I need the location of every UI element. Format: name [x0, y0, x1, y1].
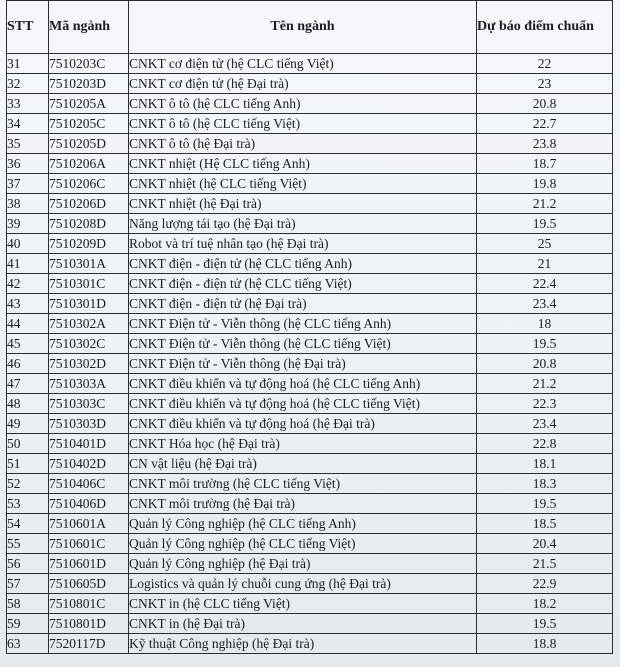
- row-stt-cell: 43: [7, 294, 49, 314]
- major-code-cell: 7510209D: [49, 234, 129, 254]
- predicted-score-cell: 19.5: [477, 614, 613, 634]
- major-name-cell: Năng lượng tái tạo (hệ Đại trà): [129, 214, 477, 234]
- predicted-score-cell: 18: [477, 314, 613, 334]
- major-name-cell: CNKT ô tô (hệ CLC tiếng Anh): [129, 94, 477, 114]
- major-name-cell: CNKT Hóa học (hệ Đại trà): [129, 434, 477, 454]
- major-name-cell: Kỹ thuật Công nghiệp (hệ Đại trà): [129, 634, 477, 654]
- major-code-cell: 7510303C: [49, 394, 129, 414]
- table-row: [7, 474, 613, 494]
- predicted-score-cell: 21.5: [477, 554, 613, 574]
- table-row: [7, 434, 613, 454]
- row-stt-cell: 32: [7, 74, 49, 94]
- major-name-cell: CNKT điện - điện tử (hệ Đại trà): [129, 294, 477, 314]
- table-row: [7, 594, 613, 614]
- score-table: [6, 0, 613, 654]
- major-name-cell: CNKT nhiệt (hệ Đại trà): [129, 194, 477, 214]
- predicted-score-cell: 19.8: [477, 174, 613, 194]
- row-stt-cell: 42: [7, 274, 49, 294]
- major-code-cell: 7510203D: [49, 74, 129, 94]
- table-row: [7, 614, 613, 634]
- row-stt-cell: 49: [7, 414, 49, 434]
- predicted-score-cell: 19.5: [477, 494, 613, 514]
- predicted-score-cell: 22.8: [477, 434, 613, 454]
- major-name-cell: Quản lý Công nghiệp (hệ Đại trà): [129, 554, 477, 574]
- table-row: [7, 494, 613, 514]
- major-code-cell: 7510203C: [49, 54, 129, 74]
- row-stt-cell: 52: [7, 474, 49, 494]
- major-code-cell: 7510601C: [49, 534, 129, 554]
- predicted-score-cell: 22.4: [477, 274, 613, 294]
- row-stt-cell: 44: [7, 314, 49, 334]
- major-code-cell: 7510205D: [49, 134, 129, 154]
- table-row: [7, 394, 613, 414]
- table-row: [7, 374, 613, 394]
- major-code-cell: 7510205C: [49, 114, 129, 134]
- row-stt-cell: 47: [7, 374, 49, 394]
- major-name-cell: CNKT điều khiển và tự động hoá (hệ CLC tiếng Việt): [129, 394, 477, 414]
- table-row: [7, 274, 613, 294]
- header-major-name: Tên ngành: [129, 1, 477, 54]
- table-row: [7, 54, 613, 74]
- row-stt-cell: 41: [7, 254, 49, 274]
- predicted-score-cell: 23.4: [477, 414, 613, 434]
- major-code-cell: 7510401D: [49, 434, 129, 454]
- major-code-cell: 7510406C: [49, 474, 129, 494]
- major-name-cell: Quản lý Công nghiệp (hệ CLC tiếng Anh): [129, 514, 477, 534]
- major-code-cell: 7510301A: [49, 254, 129, 274]
- row-stt-cell: 56: [7, 554, 49, 574]
- table-row: [7, 254, 613, 274]
- major-code-cell: 7510801C: [49, 594, 129, 614]
- major-name-cell: Quản lý Công nghiệp (hệ CLC tiếng Việt): [129, 534, 477, 554]
- row-stt-cell: 46: [7, 354, 49, 374]
- predicted-score-cell: 20.4: [477, 534, 613, 554]
- row-stt-cell: 59: [7, 614, 49, 634]
- table-header: [7, 1, 613, 54]
- table-row: [7, 354, 613, 374]
- row-stt-cell: 36: [7, 154, 49, 174]
- major-name-cell: CNKT môi trường (hệ CLC tiếng Việt): [129, 474, 477, 494]
- row-stt-cell: 45: [7, 334, 49, 354]
- major-name-cell: Robot và trí tuệ nhân tạo (hệ Đại trà): [129, 234, 477, 254]
- major-code-cell: 7510206D: [49, 194, 129, 214]
- table-row: [7, 574, 613, 594]
- row-stt-cell: 63: [7, 634, 49, 654]
- table-row: [7, 234, 613, 254]
- major-code-cell: 7510205A: [49, 94, 129, 114]
- row-stt-cell: 34: [7, 114, 49, 134]
- row-stt-cell: 51: [7, 454, 49, 474]
- predicted-score-cell: 20.8: [477, 94, 613, 114]
- table-row: [7, 314, 613, 334]
- major-code-cell: 7510402D: [49, 454, 129, 474]
- major-name-cell: CNKT nhiệt (hệ CLC tiếng Việt): [129, 174, 477, 194]
- major-name-cell: CNKT nhiệt (Hệ CLC tiếng Anh): [129, 154, 477, 174]
- major-name-cell: CNKT cơ điện tử (hệ CLC tiếng Việt): [129, 54, 477, 74]
- predicted-score-cell: 23.8: [477, 134, 613, 154]
- major-name-cell: CNKT ô tô (hệ Đại trà): [129, 134, 477, 154]
- header-row: [7, 1, 613, 54]
- major-code-cell: 7510302C: [49, 334, 129, 354]
- major-name-cell: CNKT điều khiển và tự động hoá (hệ Đại trà): [129, 414, 477, 434]
- major-name-cell: CNKT Điện tử - Viễn thông (hệ CLC tiếng Anh): [129, 314, 477, 334]
- row-stt-cell: 57: [7, 574, 49, 594]
- predicted-score-cell: 18.8: [477, 634, 613, 654]
- row-stt-cell: 31: [7, 54, 49, 74]
- row-stt-cell: 54: [7, 514, 49, 534]
- major-name-cell: CNKT điện - điện tử (hệ CLC tiếng Anh): [129, 254, 477, 274]
- table-row: [7, 114, 613, 134]
- table-row: [7, 554, 613, 574]
- row-stt-cell: 35: [7, 134, 49, 154]
- major-name-cell: CNKT in (hệ Đại trà): [129, 614, 477, 634]
- major-code-cell: 7510301C: [49, 274, 129, 294]
- predicted-score-cell: 18.2: [477, 594, 613, 614]
- table-row: [7, 334, 613, 354]
- major-code-cell: 7510302A: [49, 314, 129, 334]
- major-name-cell: CNKT điều khiển và tự động hoá (hệ CLC tiếng Anh): [129, 374, 477, 394]
- predicted-score-cell: 18.1: [477, 454, 613, 474]
- major-code-cell: 7510801D: [49, 614, 129, 634]
- row-stt-cell: 53: [7, 494, 49, 514]
- table-row: [7, 514, 613, 534]
- table-row: [7, 454, 613, 474]
- table-row: [7, 214, 613, 234]
- row-stt-cell: 38: [7, 194, 49, 214]
- major-name-cell: CNKT ô tô (hệ CLC tiếng Việt): [129, 114, 477, 134]
- major-code-cell: 7510601D: [49, 554, 129, 574]
- table-row: [7, 534, 613, 554]
- row-stt-cell: 39: [7, 214, 49, 234]
- table-row: [7, 154, 613, 174]
- row-stt-cell: 55: [7, 534, 49, 554]
- major-code-cell: 7520117D: [49, 634, 129, 654]
- row-stt-cell: 50: [7, 434, 49, 454]
- table-body: [7, 54, 613, 654]
- predicted-score-cell: 23.4: [477, 294, 613, 314]
- row-stt-cell: 48: [7, 394, 49, 414]
- table-row: [7, 194, 613, 214]
- header-predicted-score: Dự báo điểm chuẩn: [477, 1, 613, 54]
- predicted-score-cell: 20.8: [477, 354, 613, 374]
- table-row: [7, 74, 613, 94]
- predicted-score-cell: 22.3: [477, 394, 613, 414]
- major-name-cell: CNKT in (hệ CLC tiếng Việt): [129, 594, 477, 614]
- predicted-score-cell: 18.7: [477, 154, 613, 174]
- major-code-cell: 7510406D: [49, 494, 129, 514]
- predicted-score-cell: 25: [477, 234, 613, 254]
- major-name-cell: CNKT điện - điện tử (hệ CLC tiếng Việt): [129, 274, 477, 294]
- major-code-cell: 7510206C: [49, 174, 129, 194]
- major-code-cell: 7510208D: [49, 214, 129, 234]
- predicted-score-cell: 21.2: [477, 374, 613, 394]
- table-row: [7, 94, 613, 114]
- major-code-cell: 7510303D: [49, 414, 129, 434]
- major-name-cell: CNKT môi trường (hệ Đại trà): [129, 494, 477, 514]
- major-code-cell: 7510601A: [49, 514, 129, 534]
- major-code-cell: 7510605D: [49, 574, 129, 594]
- row-stt-cell: 37: [7, 174, 49, 194]
- predicted-score-cell: 22.7: [477, 114, 613, 134]
- table-row: [7, 174, 613, 194]
- row-stt-cell: 58: [7, 594, 49, 614]
- row-stt-cell: 33: [7, 94, 49, 114]
- predicted-score-cell: 23: [477, 74, 613, 94]
- major-name-cell: CNKT cơ điện tử (hệ Đại trà): [129, 74, 477, 94]
- major-code-cell: 7510206A: [49, 154, 129, 174]
- predicted-score-cell: 18.3: [477, 474, 613, 494]
- header-stt: STT: [7, 1, 49, 54]
- header-major-code: Mã ngành: [49, 1, 129, 54]
- predicted-score-cell: 21.2: [477, 194, 613, 214]
- predicted-score-cell: 22.9: [477, 574, 613, 594]
- major-name-cell: Logistics và quản lý chuỗi cung ứng (hệ Đại trà): [129, 574, 477, 594]
- major-code-cell: 7510303A: [49, 374, 129, 394]
- table-row: [7, 134, 613, 154]
- predicted-score-cell: 21: [477, 254, 613, 274]
- major-code-cell: 7510302D: [49, 354, 129, 374]
- table-row: [7, 294, 613, 314]
- major-code-cell: 7510301D: [49, 294, 129, 314]
- predicted-score-cell: 18.5: [477, 514, 613, 534]
- row-stt-cell: 40: [7, 234, 49, 254]
- table-row: [7, 634, 613, 654]
- predicted-score-cell: 19.5: [477, 214, 613, 234]
- major-name-cell: CNKT Điện tử - Viễn thông (hệ CLC tiếng Việt): [129, 334, 477, 354]
- table-row: [7, 414, 613, 434]
- predicted-score-cell: 19.5: [477, 334, 613, 354]
- major-name-cell: CN vật liệu (hệ Đại trà): [129, 454, 477, 474]
- predicted-score-cell: 22: [477, 54, 613, 74]
- major-name-cell: CNKT Điện tử - Viễn thông (hệ Đại trà): [129, 354, 477, 374]
